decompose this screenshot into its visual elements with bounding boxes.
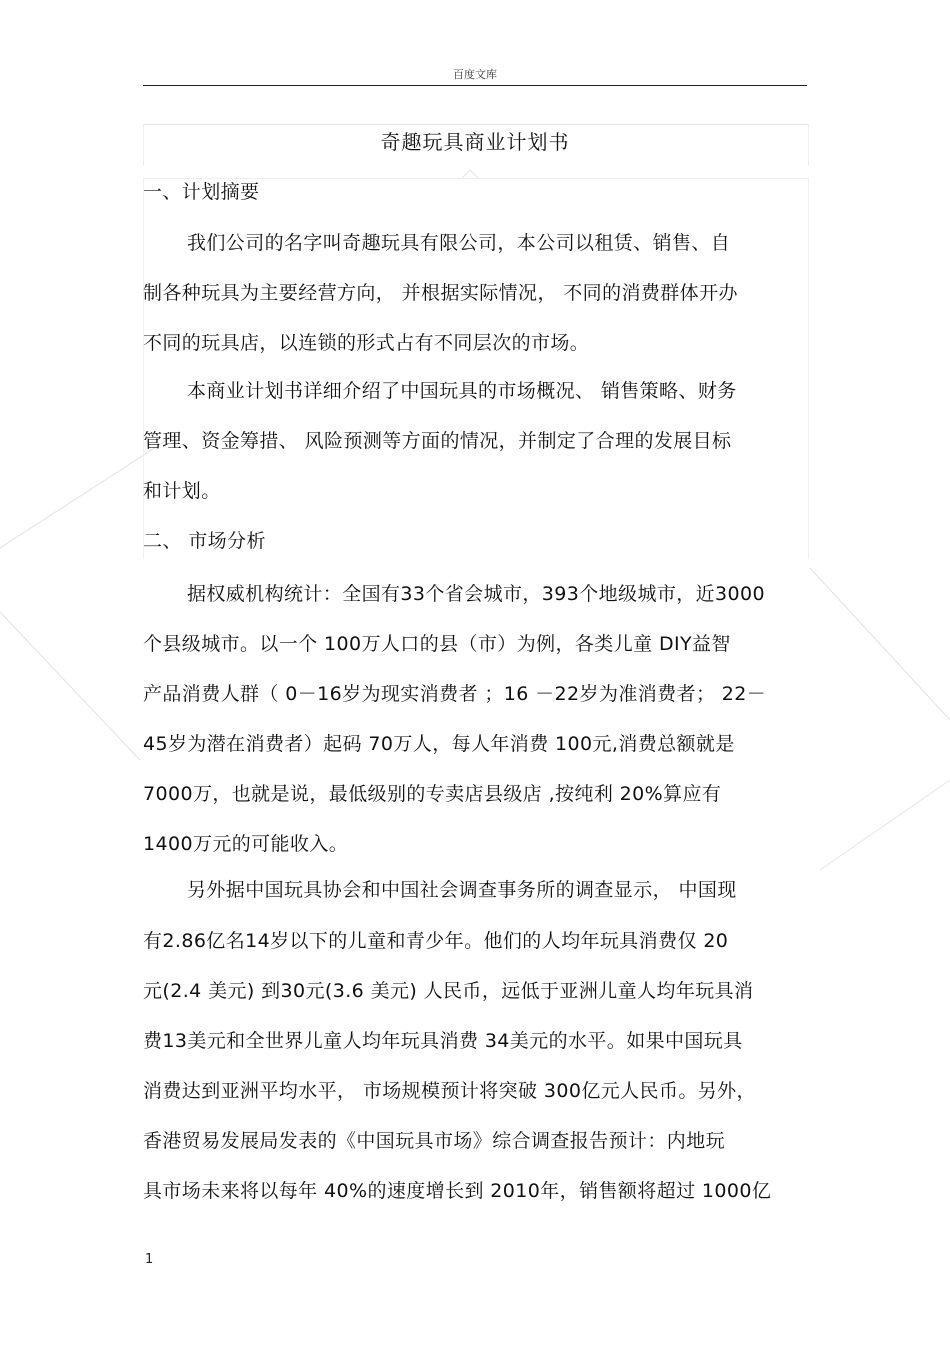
paragraph-line: 产品消费人群（ 0－16岁为现实消费者 ；16 －22岁为准消费者； 22－ [143, 683, 767, 705]
paragraph-line: 不同的玩具店，以连锁的形式占有不同层次的市场。 [143, 332, 590, 354]
document-title: 奇趣玩具商业计划书 [380, 130, 570, 154]
paragraph-line: 元(2.4 美元) 到30元(3.6 美元) 人民币，远低于亚洲儿童人均年玩具消 [143, 980, 754, 1002]
section-heading-market-analysis: 二、 市场分析 [143, 530, 266, 552]
paragraph-line: 据权威机构统计：全国有33个省会城市，393个地级城市，近3000 [187, 583, 765, 605]
paragraph-line: 消费达到亚洲平均水平， 市场规模预计将突破 300亿元人民币。另外， [143, 1080, 756, 1102]
paragraph-line: 制各种玩具为主要经营方向， 并根据实际情况， 不同的消费群体开办 [143, 282, 738, 304]
paragraph-line: 和计划。 [143, 480, 221, 502]
paragraph-line: 45岁为潜在消费者）起码 70万人，每人年消费 100元,消费总额就是 [143, 733, 735, 755]
paragraph-line: 我们公司的名字叫奇趣玩具有限公司，本公司以租赁、销售、自 [187, 232, 731, 254]
paragraph-line: 有2.86亿名14岁以下的儿童和青少年。他们的人均年玩具消费仅 20 [143, 930, 729, 952]
paragraph-line: 香港贸易发展局发表的《中国玩具市场》综合调查报告预计：内地玩 [143, 1130, 726, 1152]
paragraph-line: 7000万，也就是说，最低级别的专卖店县级店 ,按纯利 20%算应有 [143, 783, 722, 805]
section-heading-summary: 一、计划摘要 [143, 181, 260, 203]
page-number: 1 [145, 1252, 154, 1267]
header-divider [143, 85, 807, 86]
page-header-site-name: 百度文库 [453, 68, 497, 81]
frame-notch [462, 168, 478, 178]
paragraph-line: 费13美元和全世界儿童人均年玩具消费 34美元的水平。如果中国玩具 [143, 1030, 743, 1052]
paragraph-line: 另外据中国玩具协会和中国社会调查事务所的调查显示， 中国现 [187, 879, 737, 901]
paragraph-line: 个县级城市。以一个 100万人口的县（市）为例，各类儿童 DIY益智 [143, 633, 731, 655]
paragraph-line: 管理、资金筹措、 风险预测等方面的情况，并制定了合理的发展目标 [143, 430, 732, 452]
paragraph-line: 1400万元的可能收入。 [143, 833, 349, 855]
paragraph-line: 本商业计划书详细介绍了中国玩具的市场概况、 销售策略、财务 [187, 380, 737, 402]
paragraph-line: 具市场未来将以每年 40%的速度增长到 2010年，销售额将超过 1000亿 [143, 1180, 772, 1202]
